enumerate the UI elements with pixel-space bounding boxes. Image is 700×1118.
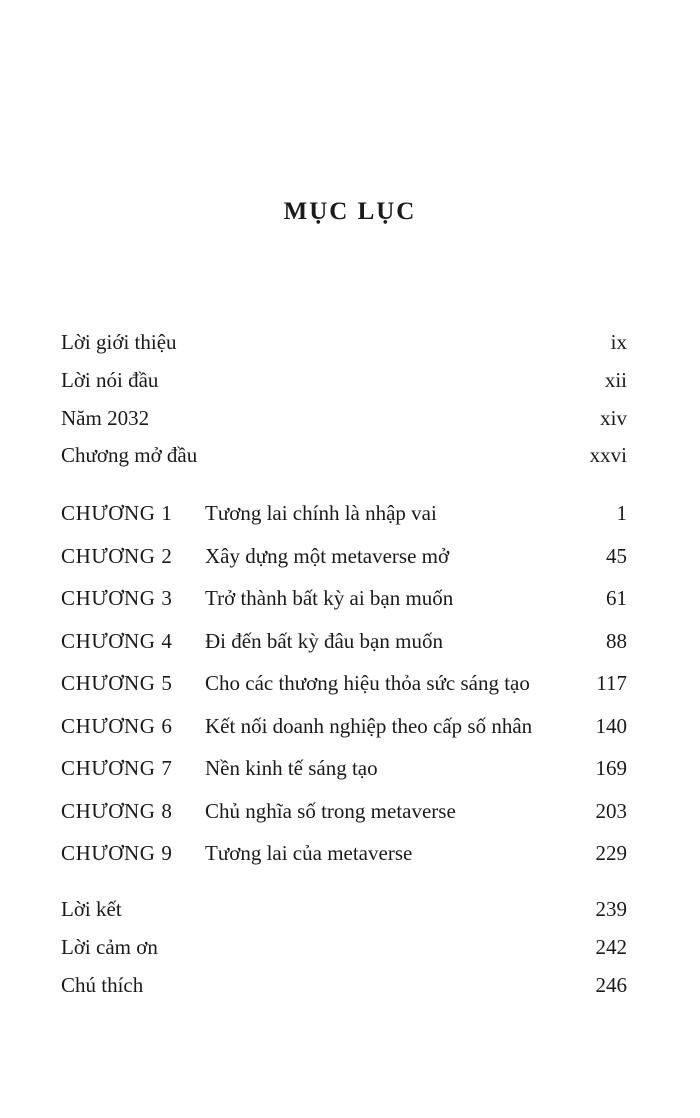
entry-page-number: ix: [610, 330, 627, 354]
chapter-page-number: 117: [596, 671, 627, 695]
chapter-number: CHƯƠNG 6: [61, 713, 173, 738]
chapter-page-number: 229: [595, 841, 627, 865]
page-title: MỤC LỤC: [283, 198, 417, 225]
chapter-number: CHƯƠNG 3: [61, 586, 173, 610]
toc-entry[interactable]: [61, 400, 627, 438]
entry-label: Lời kết: [61, 897, 122, 921]
entry-label: Lời nói đầu: [61, 367, 159, 392]
entry-page-number: 242: [595, 934, 627, 959]
entry-page-number: xii: [604, 367, 627, 392]
chapter-number: CHƯƠNG 1: [61, 501, 173, 525]
entry-page-number: xiv: [600, 405, 627, 430]
chapter-page-number: 1: [616, 501, 627, 525]
chapter-entry[interactable]: [61, 747, 627, 790]
front-matter-list: [61, 324, 627, 475]
entry-page-number: xxvi: [589, 443, 627, 468]
chapter-number: CHƯƠNG 4: [61, 628, 173, 653]
chapter-title: Chủ nghĩa số trong metaverse: [205, 798, 456, 823]
chapter-entry[interactable]: [61, 832, 627, 875]
toc-entry[interactable]: [61, 362, 627, 400]
chapter-list: [61, 492, 627, 875]
chapter-number: CHƯƠNG 7: [61, 756, 173, 780]
chapter-entry[interactable]: [61, 492, 627, 535]
toc-entry[interactable]: [61, 437, 627, 475]
entry-label: Chương mở đầu: [61, 443, 198, 468]
chapter-title: Xây dựng một metaverse mở: [205, 543, 450, 568]
chapter-title: Kết nối doanh nghiệp theo cấp số nhân: [205, 713, 533, 738]
back-matter-list: [61, 891, 627, 1004]
chapter-title: Trở thành bất kỳ ai bạn muốn: [205, 586, 454, 610]
chapter-title: Tương lai chính là nhập vai: [205, 501, 437, 525]
chapter-entry[interactable]: [61, 620, 627, 663]
chapter-entry[interactable]: [61, 662, 627, 705]
chapter-number: CHƯƠNG 9: [61, 841, 173, 865]
chapter-entry[interactable]: [61, 705, 627, 748]
chapter-entry[interactable]: [61, 790, 627, 833]
entry-page-number: 246: [595, 972, 627, 997]
chapter-page-number: 140: [595, 713, 627, 738]
chapter-number: CHƯƠNG 8: [61, 798, 173, 823]
chapter-title: Đi đến bất kỳ đâu bạn muốn: [205, 628, 443, 653]
chapter-page-number: 169: [595, 756, 627, 780]
toc-entry[interactable]: [61, 324, 627, 362]
entry-label: Chú thích: [61, 972, 144, 997]
chapter-page-number: 45: [606, 543, 627, 568]
chapter-entry[interactable]: [61, 535, 627, 578]
toc-entry[interactable]: [61, 967, 627, 1005]
chapter-entry[interactable]: [61, 577, 627, 620]
chapter-number: CHƯƠNG 5: [61, 671, 173, 695]
entry-label: Năm 2032: [61, 405, 150, 430]
toc-entry[interactable]: [61, 891, 627, 929]
entry-label: Lời giới thiệu: [61, 330, 177, 354]
entry-page-number: 239: [595, 897, 627, 921]
toc-entry[interactable]: [61, 929, 627, 967]
chapter-page-number: 61: [606, 586, 627, 610]
chapter-title: Cho các thương hiệu thỏa sức sáng tạo: [205, 671, 530, 695]
chapter-number: CHƯƠNG 2: [61, 543, 173, 568]
chapter-page-number: 203: [595, 798, 627, 823]
chapter-page-number: 88: [606, 628, 627, 653]
chapter-title: Nền kinh tế sáng tạo: [205, 756, 378, 780]
chapter-title: Tương lai của metaverse: [205, 841, 413, 865]
entry-label: Lời cảm ơn: [61, 934, 158, 959]
